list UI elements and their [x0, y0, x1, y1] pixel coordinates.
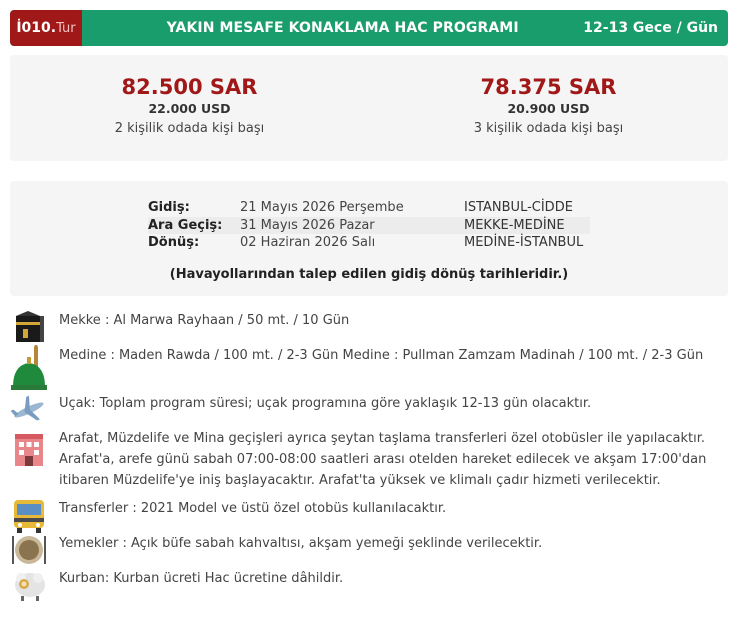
sheep-icon [10, 568, 48, 602]
schedule-row [148, 199, 590, 217]
schedule-label: Ara Geçiş: [148, 217, 240, 235]
info-item-sacrifice [10, 568, 735, 602]
logo-sub: Tur [56, 20, 76, 36]
info-item-transfer [10, 498, 735, 532]
price-usd: 22.000 USD [148, 101, 231, 116]
price-description: 3 kişilik odada kişi başı [473, 121, 624, 136]
schedule-route: MEKKE-MEDİNE [464, 217, 590, 235]
flight-schedule-card [10, 181, 728, 296]
hotel-icon [10, 428, 48, 462]
price-description: 2 kişilik odada kişi başı [114, 121, 265, 136]
info-text: Transferler : 2021 Model ve üstü özel otobüs kullanılacaktır. [59, 501, 447, 516]
schedule-route: MEDİNE-İSTANBUL [464, 235, 584, 250]
logo-main: İ010. [16, 20, 57, 36]
schedule-date: 02 Haziran 2026 Salı [240, 235, 376, 250]
info-item-arafat [10, 428, 735, 491]
airplane-icon [10, 393, 48, 427]
brand-logo[interactable] [10, 10, 82, 46]
info-text: Mekke : Al Marwa Rayhaan / 50 mt. / 10 Gün [59, 313, 350, 328]
program-header [10, 10, 728, 46]
info-item-mecca [10, 310, 735, 344]
info-item-medina [10, 345, 735, 379]
info-text: Yemekler : Açık büfe sabah kahvaltısı, akşam yemeği şeklinde verilecektir. [59, 536, 543, 551]
price-option-double [10, 55, 369, 161]
plate-icon [10, 533, 48, 567]
info-text: Kurban: Kurban ücreti Hac ücretine dâhildir. [59, 571, 344, 586]
schedule-label: Dönüş: [148, 235, 200, 250]
flight-schedule-table [148, 199, 590, 252]
info-text: Uçak: Toplam program süresi; uçak programına göre yaklaşık 12-13 gün olacaktır. [59, 396, 592, 411]
schedule-label: Gidiş: [148, 200, 190, 215]
price-card [10, 55, 728, 161]
info-item-flight [10, 393, 735, 427]
schedule-note: (Havayollarından talep edilen gidiş dönüş tarihleridir.) [169, 267, 569, 282]
schedule-route: ISTANBUL-CİDDE [464, 200, 573, 215]
info-text: Arafat, Müzdelife ve Mina geçişleri ayrıca şeytan taşlama transferleri özel otobüsler ile yapılacaktır. Arafat'a, arefe günü sabah 07:00-08:00 saatleri arası otelden hareket edilecek ve akşam 17:00'dan itibaren Müzdelife'ye iniş başlayacaktır. Arafat'ta yüksek ve klimalı çadır hizmeti verilecektir. [59, 431, 707, 488]
schedule-row [148, 217, 590, 235]
schedule-row [148, 234, 590, 252]
program-title: YAKIN MESAFE KONAKLAMA HAC PROGRAMI [166, 20, 519, 36]
info-text: Medine : Maden Rawda / 100 mt. / 2-3 Gün Medine : Pullman Zamzam Madinah / 100 mt. / 2-3 Gün [59, 348, 704, 363]
price-usd: 20.900 USD [507, 101, 590, 116]
bus-icon [10, 498, 48, 532]
info-item-meals [10, 533, 735, 567]
program-duration: 12-13 Gece / Gün [583, 20, 718, 36]
price-sar: 78.375 SAR [480, 75, 617, 99]
price-sar: 82.500 SAR [121, 75, 258, 99]
green-dome-icon [10, 345, 48, 379]
price-option-triple [369, 55, 728, 161]
kaaba-icon [10, 310, 48, 344]
schedule-date: 31 Mayıs 2026 Pazar [240, 217, 464, 235]
schedule-date: 21 Mayıs 2026 Perşembe [240, 200, 404, 215]
